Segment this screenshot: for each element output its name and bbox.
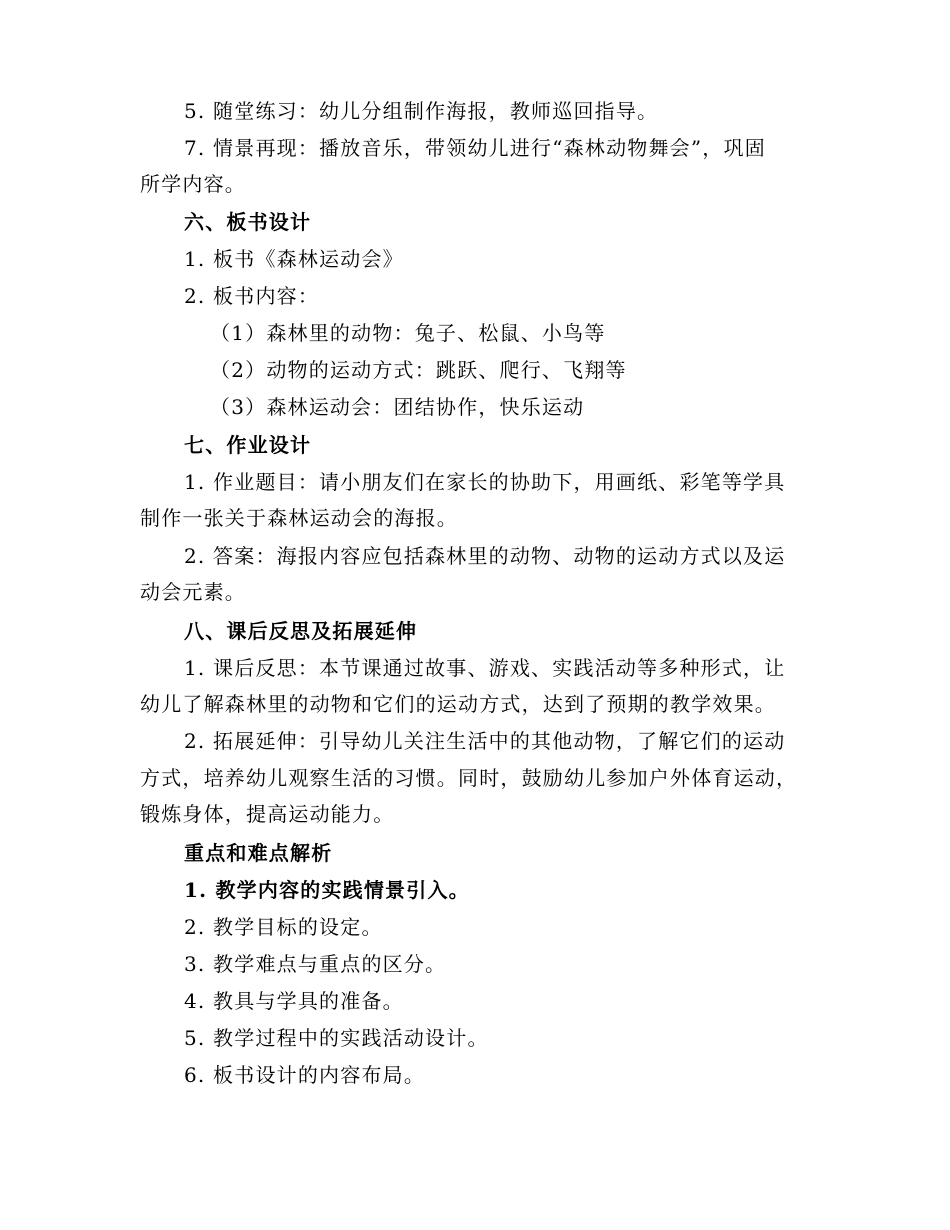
text-line: 5. 随堂练习：幼儿分组制作海报，教师巡回指导。 — [184, 99, 659, 123]
section-heading: 六、板书设计 — [184, 210, 312, 234]
text-line: 2. 拓展延伸：引导幼儿关注生活中的其他动物，了解它们的运动 — [184, 729, 786, 753]
text-line: 锻炼身体，提高运动能力。 — [140, 802, 395, 826]
section-heading: 重点和难点解析 — [184, 841, 333, 865]
sub-item: （3）森林运动会：团结协作，快乐运动 — [210, 395, 585, 419]
text-line: 2. 答案：海报内容应包括森林里的动物、动物的运动方式以及运 — [184, 544, 786, 568]
list-item: 3. 教学难点与重点的区分。 — [184, 952, 447, 976]
list-item: 4. 教具与学具的准备。 — [184, 989, 404, 1013]
list-item: 5. 教学过程中的实践活动设计。 — [184, 1026, 489, 1050]
text-line: 1. 作业题目：请小朋友们在家长的协助下，用画纸、彩笔等学具 — [184, 470, 786, 494]
list-item: 2. 教学目标的设定。 — [184, 915, 383, 939]
list-item: 1. 教学内容的实践情景引入。 — [184, 878, 470, 902]
section-heading: 八、课后反思及拓展延伸 — [184, 619, 418, 643]
text-line: 制作一张关于森林运动会的海报。 — [140, 506, 458, 530]
list-item: 6. 板书设计的内容布局。 — [184, 1063, 426, 1087]
text-line: 所学内容。 — [140, 172, 246, 196]
text-line: 1. 板书《森林运动会》 — [184, 247, 404, 271]
text-line: 动会元素。 — [140, 580, 246, 604]
text-line: 1. 课后反思：本节课通过故事、游戏、实践活动等多种形式，让 — [184, 656, 786, 680]
text-line: 幼儿了解森林里的动物和它们的运动方式，达到了预期的教学效果。 — [140, 692, 776, 716]
sub-item: （1）森林里的动物：兔子、松鼠、小鸟等 — [210, 321, 606, 345]
text-line: 2. 板书内容： — [184, 284, 320, 308]
text-line: 方式，培养幼儿观察生活的习惯。同时，鼓励幼儿参加户外体育运动， — [140, 766, 798, 790]
section-heading: 七、作业设计 — [184, 433, 312, 457]
sub-item: （2）动物的运动方式：跳跃、爬行、飞翔等 — [210, 358, 627, 382]
text-line: 7. 情景再现：播放音乐，带领幼儿进行“森林动物舞会”，巩固 — [184, 136, 766, 160]
